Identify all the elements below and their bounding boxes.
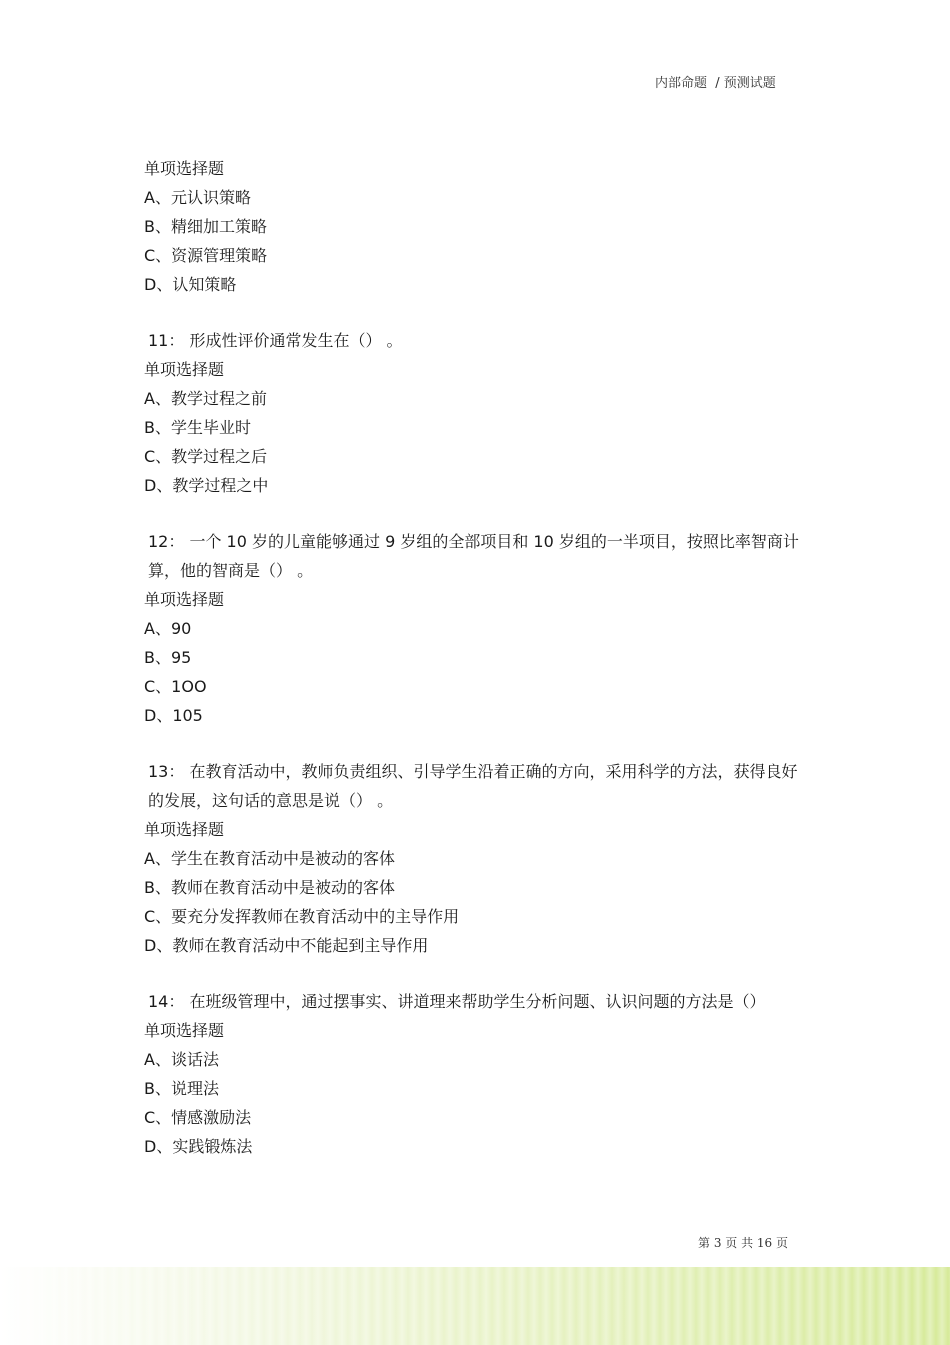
option-c: C、资源管理策略 [144, 246, 268, 265]
header-tag: 内部命题 / 预测试题 [655, 76, 776, 91]
option-a: A、学生在教育活动中是被动的客体 [144, 849, 395, 868]
option-d: D、教师在教育活动中不能起到主导作用 [144, 936, 429, 955]
option-c: C、情感激励法 [144, 1108, 252, 1127]
option-b: B、精细加工策略 [144, 217, 267, 236]
question-block [144, 326, 804, 500]
option-d: D、认知策略 [144, 275, 237, 294]
option-a: A、教学过程之前 [144, 389, 267, 408]
question-text: 12： 一个 10 岁的儿童能够通过 9 岁组的全部项目和 10 岁组的一半项目，按照比率智商计算，他的智商是（） 。 [148, 532, 799, 580]
question-block [144, 987, 804, 1161]
question-block [144, 527, 804, 730]
question-text: 13： 在教育活动中，教师负责组织、引导学生沿着正确的方向，采用科学的方法，获得良好的发展，这句话的意思是说（） 。 [148, 762, 798, 810]
question-text: 14： 在班级管理中，通过摆事实、讲道理来帮助学生分析问题、认识问题的方法是（） [148, 992, 766, 1011]
question-type-label: 单项选择题 [144, 360, 225, 379]
option-c: C、要充分发挥教师在教育活动中的主导作用 [144, 907, 460, 926]
question-type-label: 单项选择题 [144, 159, 225, 178]
option-d: D、实践锻炼法 [144, 1137, 253, 1156]
decorative-footer-band [0, 1267, 950, 1345]
option-a: A、谈话法 [144, 1050, 219, 1069]
option-b: B、学生毕业时 [144, 418, 251, 437]
option-c: C、教学过程之后 [144, 447, 268, 466]
option-b: B、95 [144, 648, 192, 667]
question-block [144, 154, 804, 299]
option-b: B、说理法 [144, 1079, 219, 1098]
option-a: A、元认识策略 [144, 188, 251, 207]
question-text: 11： 形成性评价通常发生在（） 。 [148, 331, 403, 350]
option-d: D、教学过程之中 [144, 476, 269, 495]
question-block [144, 757, 804, 960]
option-b: B、教师在教育活动中是被动的客体 [144, 878, 395, 897]
page-number: 第 3 页 共 16 页 [698, 1236, 788, 1250]
option-c: C、1OO [144, 677, 207, 696]
option-d: D、105 [144, 706, 203, 725]
option-a: A、90 [144, 619, 192, 638]
question-type-label: 单项选择题 [144, 820, 225, 839]
question-list [144, 154, 804, 1188]
question-type-label: 单项选择题 [144, 590, 225, 609]
question-type-label: 单项选择题 [144, 1021, 225, 1040]
